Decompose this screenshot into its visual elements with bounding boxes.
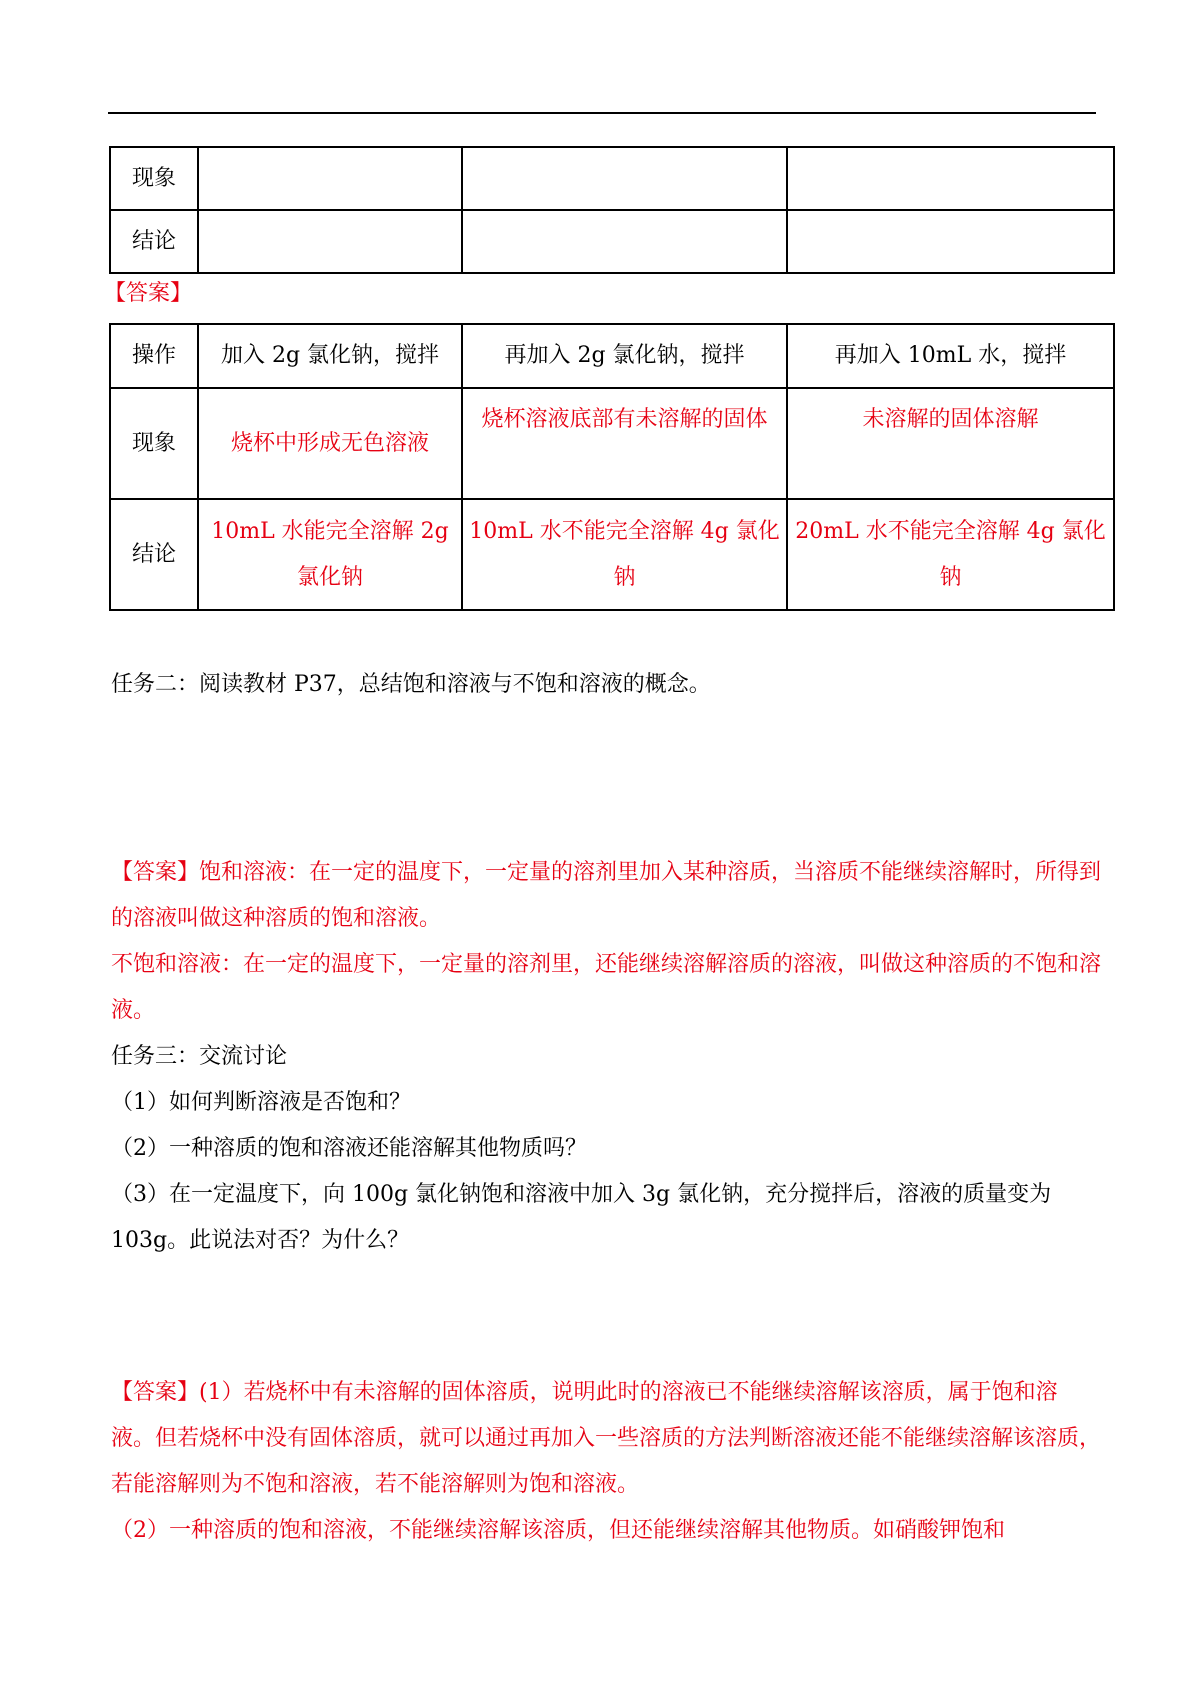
experiment-table-answer bbox=[109, 323, 1115, 611]
table-cell: 烧杯溶液底部有未溶解的固体 bbox=[462, 388, 787, 499]
row-label: 操作 bbox=[110, 324, 198, 388]
row-label: 现象 bbox=[110, 147, 198, 210]
task2-answer-saturated: 【答案】饱和溶液：在一定的温度下，一定量的溶剂里加入某种溶质，当溶质不能继续溶解时，所得到的溶液叫做这种溶质的饱和溶液。 bbox=[111, 860, 1102, 931]
table-cell bbox=[462, 147, 787, 210]
task3-question-2: （2）一种溶质的饱和溶液还能溶解其他物质吗？ bbox=[111, 1136, 587, 1161]
task2-answer bbox=[111, 850, 1101, 1264]
task2-answer-unsaturated: 不饱和溶液：在一定的温度下，一定量的溶剂里，还能继续溶解溶质的溶液，叫做这种溶质的不饱和溶液。 bbox=[111, 952, 1102, 1023]
table-cell bbox=[462, 210, 787, 273]
table-row bbox=[110, 388, 1114, 499]
task2-prompt: 任务二：阅读教材 P37，总结饱和溶液与不饱和溶液的概念。 bbox=[111, 672, 711, 697]
header-rule bbox=[108, 112, 1096, 114]
table-cell: 加入 2g 氯化钠，搅拌 bbox=[198, 324, 462, 388]
task3-answer bbox=[111, 1370, 1101, 1554]
table-cell bbox=[787, 210, 1114, 273]
table-cell: 再加入 10mL 水，搅拌 bbox=[787, 324, 1114, 388]
table-cell bbox=[198, 210, 462, 273]
table-cell: 再加入 2g 氯化钠，搅拌 bbox=[462, 324, 787, 388]
table-row bbox=[110, 210, 1114, 273]
task2-section bbox=[111, 662, 1101, 708]
table-cell: 烧杯中形成无色溶液 bbox=[198, 388, 462, 499]
task3-title: 任务三：交流讨论 bbox=[111, 1044, 288, 1069]
answer-label: 【答案】 bbox=[104, 281, 193, 306]
task3-question-1: （1）如何判断溶液是否饱和？ bbox=[111, 1090, 411, 1115]
table-cell bbox=[198, 147, 462, 210]
table-cell: 10mL 水能完全溶解 2g 氯化钠 bbox=[198, 499, 462, 610]
table-cell bbox=[787, 147, 1114, 210]
task3-answer-1: 【答案】(1）若烧杯中有未溶解的固体溶质，说明此时的溶液已不能继续溶解该溶质，属于饱和溶液。但若烧杯中没有固体溶质，就可以通过再加入一些溶质的方法判断溶液还能不能继续溶解该溶质，若能溶解则为不饱和溶液，若不能溶解则为饱和溶液。 bbox=[111, 1380, 1102, 1497]
table-cell: 未溶解的固体溶解 bbox=[787, 388, 1114, 499]
row-label: 结论 bbox=[110, 210, 198, 273]
table-row bbox=[110, 147, 1114, 210]
table-row bbox=[110, 324, 1114, 388]
row-label: 现象 bbox=[110, 388, 198, 499]
table-cell: 20mL 水不能完全溶解 4g 氯化钠 bbox=[787, 499, 1114, 610]
table-row bbox=[110, 499, 1114, 610]
task3-answer-2: （2）一种溶质的饱和溶液，不能继续溶解该溶质，但还能继续溶解其他物质。如硝酸钾饱和 bbox=[111, 1518, 1006, 1543]
experiment-table-blank bbox=[109, 146, 1115, 274]
table-cell: 10mL 水不能完全溶解 4g 氯化钠 bbox=[462, 499, 787, 610]
task3-question-3: （3）在一定温度下，向 100g 氯化钠饱和溶液中加入 3g 氯化钠，充分搅拌后，溶液的质量变为 103g。此说法对否？为什么？ bbox=[111, 1182, 1052, 1253]
row-label: 结论 bbox=[110, 499, 198, 610]
